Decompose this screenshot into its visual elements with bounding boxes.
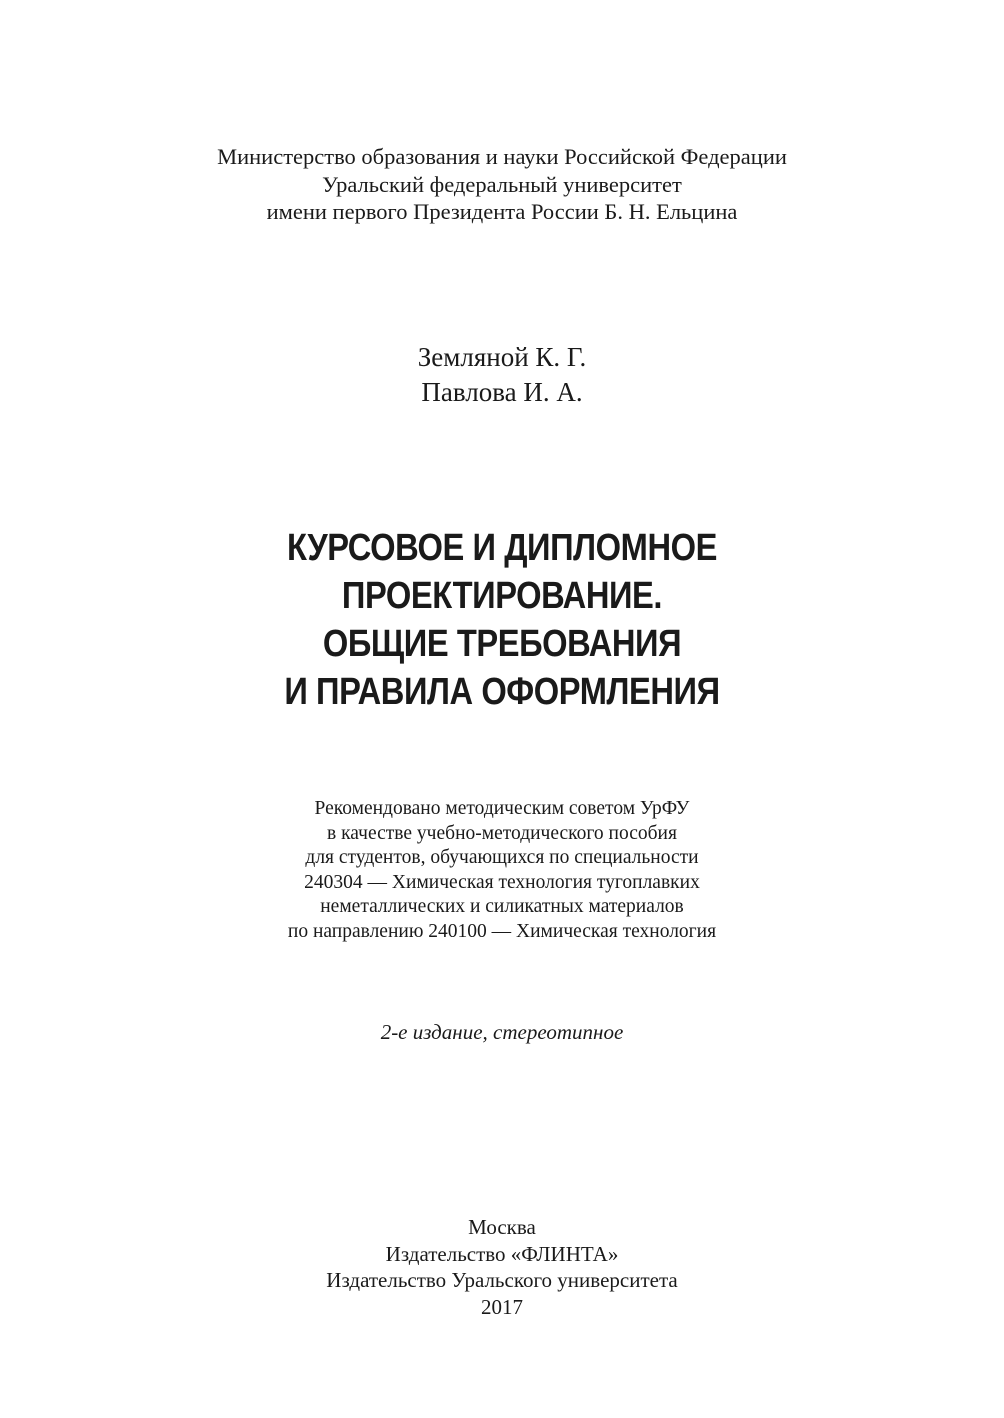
edition-text: 2-е издание, стереотипное xyxy=(380,1020,624,1044)
university-dedication: имени первого Президента России Б. Н. Ельцина xyxy=(266,199,738,224)
authors xyxy=(0,340,1004,410)
book-title xyxy=(70,524,933,716)
author-1: Земляной К. Г. xyxy=(417,342,587,372)
title-line-1: КУРСОВОЕ И ДИПЛОМНОЕ xyxy=(287,527,717,569)
author-2: Павлова И. А. xyxy=(421,377,583,407)
university-name: Уральский федеральный университет xyxy=(322,171,682,197)
ministry-name: Министерство образования и науки Российской Федерации xyxy=(217,144,787,169)
recommendation-line-4: 240304 — Химическая технология тугоплавких xyxy=(304,871,700,893)
imprint-year: 2017 xyxy=(481,1294,523,1319)
imprint-city: Москва xyxy=(468,1215,536,1239)
organization-header xyxy=(0,143,1004,226)
title-line-4: И ПРАВИЛА ОФОРМЛЕНИЯ xyxy=(284,671,720,713)
recommendation-line-1: Рекомендовано методическим советом УрФУ xyxy=(314,798,690,819)
edition-note xyxy=(0,1019,1004,1045)
recommendation-line-5: неметаллических и силикатных материалов xyxy=(320,896,684,917)
recommendation-line-6: по направлению 240100 — Химическая технология xyxy=(287,920,717,942)
recommendation-note xyxy=(0,797,1004,944)
imprint xyxy=(0,1214,1004,1320)
title-line-2: ПРОЕКТИРОВАНИЕ. xyxy=(341,575,663,617)
recommendation-line-3: для студентов, обучающихся по специальности xyxy=(305,847,699,868)
title-line-3: ОБЩИЕ ТРЕБОВАНИЯ xyxy=(322,623,682,665)
imprint-publisher-2: Издательство Уральского университета xyxy=(326,1268,678,1292)
recommendation-line-2: в качестве учебно-методического пособия xyxy=(327,822,677,844)
imprint-publisher-1: Издательство «ФЛИНТА» xyxy=(385,1241,619,1266)
